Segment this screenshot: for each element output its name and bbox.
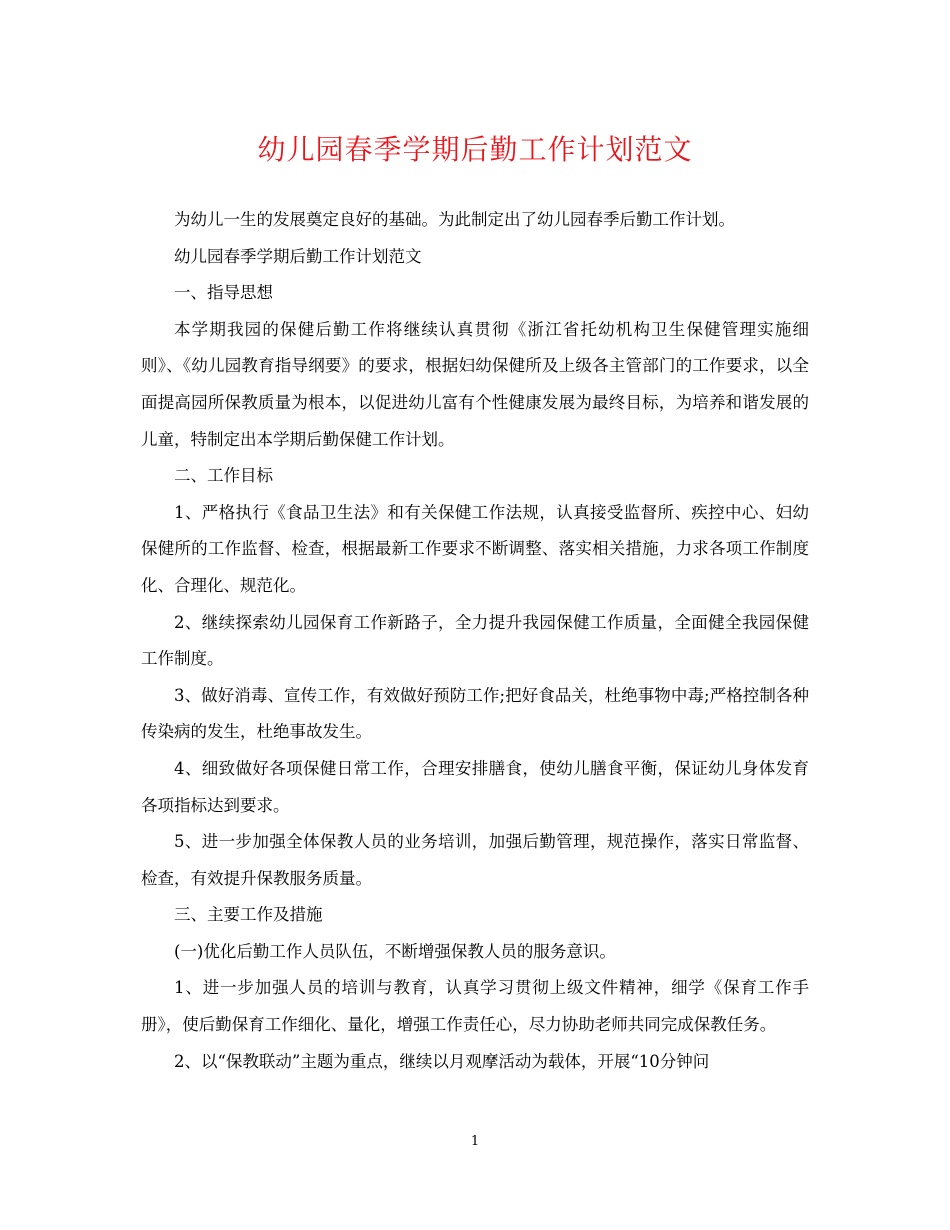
paragraph-measure-1-2: 2、以“保教联动”主题为重点，继续以月观摩活动为载体，开展“10分钟问	[174, 1051, 710, 1071]
paragraph-goal-5: 5、进一步加强全体保教人员的业务培训，加强后勤管理，规范操作，落实日常监督、检查，有效提升保教服务质量。	[141, 832, 809, 888]
document-title: 幼儿园春季学期后勤工作计划范文	[257, 133, 693, 166]
paragraph-goal-3: 3、做好消毒、宣传工作，有效做好预防工作;把好食品关，杜绝事物中毒;严格控制各种传染病的发生，杜绝事故发生。	[141, 685, 809, 742]
heading-guiding-thought: 一、指导思想	[174, 283, 273, 303]
page-number: 1	[470, 1134, 480, 1149]
paragraph-goal-4: 4、细致做好各项保健日常工作，合理安排膳食，使幼儿膳食平衡，保证幼儿身体发育各项指标达到要求。	[141, 758, 809, 815]
paragraph-guiding-thought: 本学期我园的保健后勤工作将继续认真贯彻《浙江省托幼机构卫生保健管理实施细则》、《幼儿园教育指导纲要》的要求，根据妇幼保健所及上级各主管部门的工作要求，以全面提高园所保教质量为根本，以促进幼儿富有个性健康发展为最终目标，为培养和谐发展的儿童，特制定出本学期后勤保健工作计划。	[141, 319, 809, 449]
paragraph-intro: 为幼儿一生的发展奠定良好的基础。为此制定出了幼儿园春季后勤工作计划。	[174, 210, 735, 229]
heading-work-goals: 二、工作目标	[174, 466, 273, 486]
paragraph-subtitle: 幼儿园春季学期后勤工作计划范文	[174, 246, 422, 266]
subheading-measure-1: (一)优化后勤工作人员队伍，不断增强保教人员的服务意识。	[174, 941, 616, 961]
document-body	[141, 202, 809, 1080]
heading-main-measures: 三、主要工作及措施	[174, 905, 323, 925]
paragraph-measure-1-1: 1、进一步加强人员的培训与教育，认真学习贯彻上级文件精神，细学《保育工作手册》，使后勤保育工作细化、量化，增强工作责任心，尽力协助老师共同完成保教任务。	[141, 978, 809, 1035]
paragraph-goal-2: 2、继续探索幼儿园保育工作新路子，全力提升我园保健工作质量，全面健全我园保健工作制度。	[141, 612, 809, 669]
paragraph-goal-1: 1、严格执行《食品卫生法》和有关保健工作法规，认真接受监督所、疾控中心、妇幼保健所的工作监督、检查，根据最新工作要求不断调整、落实相关措施，力求各项工作制度化、合理化、规范化。	[141, 502, 809, 595]
